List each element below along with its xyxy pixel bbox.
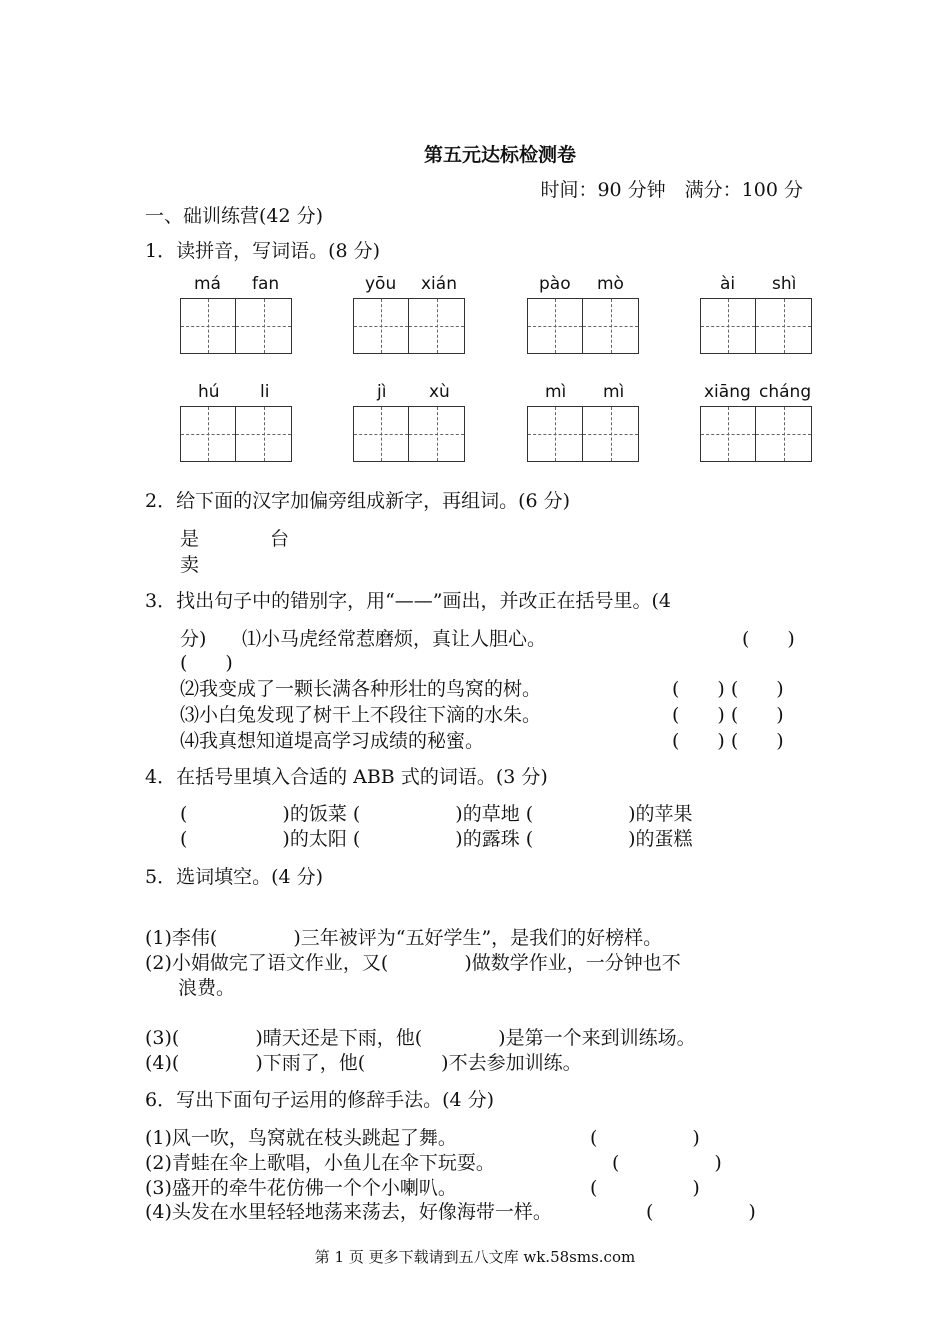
- section-heading: 一、础训练营(42 分): [145, 205, 324, 227]
- pinyin-label: xián: [421, 274, 457, 294]
- writing-grid[interactable]: [353, 298, 465, 354]
- rhetoric-sentence: (2)青蛙在伞上歌唱，小鱼儿在伞下玩耍。: [145, 1152, 495, 1174]
- pinyin-group: [527, 274, 643, 358]
- q3-sentence-4: ⑷我真想知道堤高学习成绩的秘蜜。: [180, 730, 485, 752]
- answer-bracket[interactable]: ( ): [612, 1152, 722, 1174]
- page-footer: 第 1 页 更多下载请到五八文库 wk.58sms.com: [314, 1248, 636, 1266]
- writing-grid[interactable]: [527, 406, 639, 462]
- writing-grid[interactable]: [700, 298, 812, 354]
- pinyin-group: [180, 274, 296, 358]
- answer-bracket[interactable]: ( ): [590, 1127, 700, 1149]
- rhetoric-sentence: (3)盛开的牵牛花仿佛一个个小喇叭。: [145, 1177, 457, 1199]
- fill-sentence[interactable]: (3)( )晴天还是下雨，他( )是第一个来到训练场。: [145, 1027, 696, 1049]
- answer-bracket[interactable]: ( ): [590, 1177, 700, 1199]
- base-character: 是: [180, 528, 200, 550]
- fill-line[interactable]: ( )的饭菜 ( )的草地 ( )的苹果: [180, 803, 693, 825]
- rhetoric-sentence: (1)风一吹，鸟窝就在枝头跳起了舞。: [145, 1127, 457, 1149]
- base-character: 台: [270, 528, 290, 550]
- writing-grid[interactable]: [353, 406, 465, 462]
- q3-sentence-1: ⑴小马虎经常惹磨烦，真让人胆心。: [242, 628, 547, 650]
- fill-sentence[interactable]: (2)小娟做完了语文作业，又( )做数学作业，一分钟也不: [145, 952, 681, 974]
- pinyin-label: jì: [377, 382, 387, 402]
- writing-grid[interactable]: [700, 406, 812, 462]
- writing-grid[interactable]: [180, 406, 292, 462]
- q4-heading: 4．在括号里填入合适的 ABB 式的词语。(3 分): [145, 766, 548, 788]
- pinyin-label: li: [260, 382, 270, 402]
- q5-heading: 5．选词填空。(4 分): [145, 866, 324, 888]
- base-character: 卖: [180, 554, 200, 576]
- pinyin-label: xù: [429, 382, 450, 402]
- page-title: 第五元达标检测卷: [423, 144, 576, 166]
- writing-grid[interactable]: [527, 298, 639, 354]
- answer-brackets[interactable]: ( ) ( ): [672, 730, 784, 752]
- pinyin-label: shì: [772, 274, 797, 294]
- pinyin-label: ài: [720, 274, 736, 294]
- q3-continuation: 分): [180, 628, 207, 650]
- fill-line[interactable]: ( )的太阳 ( )的露珠 ( )的蛋糕: [180, 828, 693, 850]
- pinyin-group: [527, 382, 643, 466]
- pinyin-group: [353, 382, 469, 466]
- pinyin-label: fan: [252, 274, 280, 294]
- pinyin-label: má: [194, 274, 221, 294]
- exam-meta: 时间：90 分钟 满分：100 分: [540, 179, 803, 201]
- pinyin-group: [700, 382, 816, 466]
- answer-brackets[interactable]: ( ) ( ): [672, 678, 784, 700]
- answer-brackets[interactable]: ( ) ( ): [672, 704, 784, 726]
- rhetoric-sentence: (4)头发在水里轻轻地荡来荡去，好像海带一样。: [145, 1201, 552, 1223]
- fill-sentence-continuation: 浪费。: [178, 977, 236, 999]
- answer-bracket[interactable]: ( ): [646, 1201, 756, 1223]
- q3-sentence-2: ⑵我变成了一颗长满各种形壮的鸟窝的树。: [180, 678, 542, 700]
- answer-bracket[interactable]: ( ): [180, 652, 233, 674]
- pinyin-group: [180, 382, 296, 466]
- pinyin-label: pào: [539, 274, 571, 294]
- pinyin-group: [700, 274, 816, 358]
- q3-heading: 3．找出句子中的错别字，用“——”画出，并改正在括号里。(4: [145, 590, 672, 612]
- writing-grid[interactable]: [180, 298, 292, 354]
- pinyin-label: xiāng: [704, 382, 751, 402]
- pinyin-label: mì: [545, 382, 567, 402]
- fill-sentence[interactable]: (4)( )下雨了，他( )不去参加训练。: [145, 1052, 582, 1074]
- pinyin-label: cháng: [759, 382, 812, 402]
- answer-bracket[interactable]: ( ): [742, 628, 795, 650]
- pinyin-label: yōu: [365, 274, 397, 294]
- pinyin-label: hú: [198, 382, 220, 402]
- pinyin-label: mò: [597, 274, 624, 294]
- q3-sentence-3: ⑶小白兔发现了树干上不段往下滴的水朱。: [180, 704, 542, 726]
- pinyin-group: [353, 274, 469, 358]
- q1-heading: 1．读拼音，写词语。(8 分): [145, 240, 381, 262]
- pinyin-label: mì: [603, 382, 625, 402]
- fill-sentence[interactable]: (1)李伟( )三年被评为“五好学生”，是我们的好榜样。: [145, 927, 663, 949]
- q2-heading: 2．给下面的汉字加偏旁组成新字，再组词。(6 分): [145, 490, 571, 512]
- q6-heading: 6．写出下面句子运用的修辞手法。(4 分): [145, 1089, 495, 1111]
